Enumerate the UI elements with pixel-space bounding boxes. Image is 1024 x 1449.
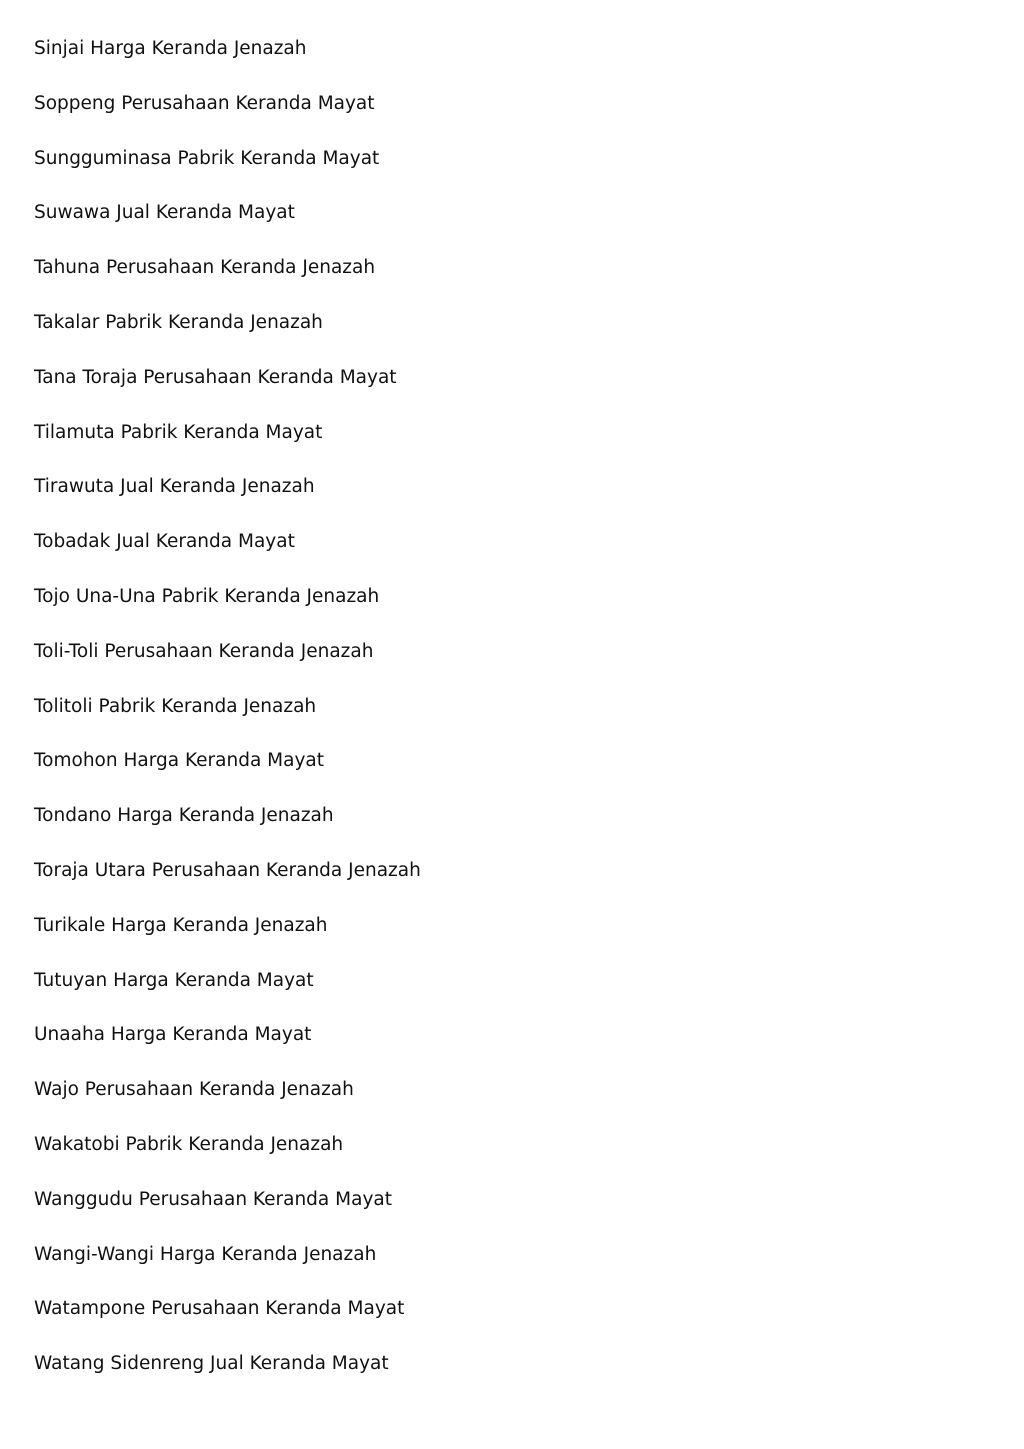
list-item: Suwawa Jual Keranda Mayat <box>34 202 295 224</box>
location-list <box>34 37 421 1407</box>
list-item: Sinjai Harga Keranda Jenazah <box>34 38 307 59</box>
list-item: Sungguminasa Pabrik Keranda Mayat <box>34 147 380 169</box>
list-item: Tirawuta Jual Keranda Jenazah <box>34 476 315 498</box>
list-item: Wajo Perusahaan Keranda Jenazah <box>34 1079 354 1101</box>
list-item: Tahuna Perusahaan Keranda Jenazah <box>34 257 376 279</box>
list-item: Toraja Utara Perusahaan Keranda Jenazah <box>34 859 421 881</box>
list-item: Watampone Perusahaan Keranda Mayat <box>34 1298 405 1320</box>
list-item: Tana Toraja Perusahaan Keranda Mayat <box>34 366 397 388</box>
list-item: Tomohon Harga Keranda Mayat <box>34 750 325 772</box>
list-item: Tutuyan Harga Keranda Mayat <box>34 969 314 991</box>
list-item: Wanggudu Perusahaan Keranda Mayat <box>34 1188 392 1210</box>
list-item: Turikale Harga Keranda Jenazah <box>34 914 328 936</box>
list-item: Tojo Una-Una Pabrik Keranda Jenazah <box>34 585 380 607</box>
list-item: Tobadak Jual Keranda Mayat <box>34 531 295 553</box>
list-item: Soppeng Perusahaan Keranda Mayat <box>34 92 375 114</box>
list-item: Watang Sidenreng Jual Keranda Mayat <box>34 1353 389 1375</box>
list-item: Wangi-Wangi Harga Keranda Jenazah <box>34 1243 377 1265</box>
list-item: Wakatobi Pabrik Keranda Jenazah <box>34 1133 344 1155</box>
list-item: Toli-Toli Perusahaan Keranda Jenazah <box>34 640 374 662</box>
list-item: Tondano Harga Keranda Jenazah <box>34 805 334 827</box>
list-item: Tilamuta Pabrik Keranda Mayat <box>34 421 323 443</box>
list-item: Unaaha Harga Keranda Mayat <box>34 1024 312 1046</box>
list-item: Tolitoli Pabrik Keranda Jenazah <box>34 695 317 717</box>
list-item: Takalar Pabrik Keranda Jenazah <box>34 311 323 333</box>
